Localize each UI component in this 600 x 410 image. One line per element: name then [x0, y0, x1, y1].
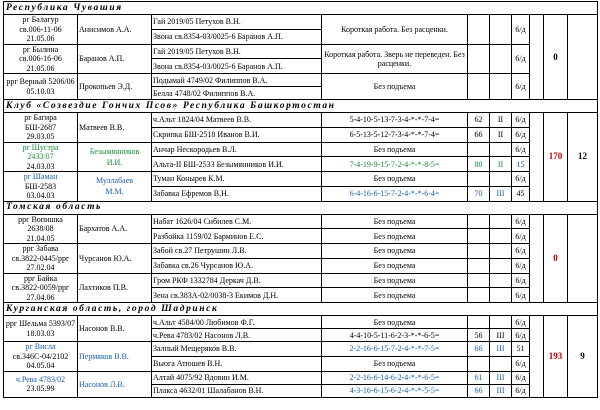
work-cell: 4-4-10-5-11-6-2-3-*-*-6-5=	[322, 329, 468, 342]
score-cell: 56	[468, 329, 490, 342]
dog-date: 24.03.03	[26, 161, 55, 171]
dog-name: рг Шаман	[23, 172, 58, 181]
dog-name: ррг Байка	[23, 273, 58, 283]
dog-cell	[4, 371, 78, 397]
title-cell: 6/д	[512, 142, 530, 157]
score-cell: 66	[468, 127, 490, 142]
blank-cell	[530, 15, 544, 100]
dog-cell	[4, 74, 78, 100]
score-cell	[468, 142, 490, 157]
dog-name: рг Балагур	[22, 15, 59, 24]
father-cell: Алтай 4075/92 Вдовин И.М.	[152, 371, 322, 384]
owner-cell: Матвеев В.В.	[78, 113, 152, 143]
mother-cell: Вьюга Атюшев В.Н.	[152, 356, 322, 371]
work-cell: Без подъема	[322, 229, 468, 244]
score-cell: 66	[468, 384, 490, 397]
table-row	[4, 142, 598, 157]
owner-cell	[78, 172, 152, 202]
score-cell	[468, 172, 490, 187]
title-cell: 6/д	[512, 244, 530, 259]
dog-date: 29.03.05	[26, 132, 55, 141]
dog-cell	[4, 342, 78, 372]
owner-cell: Баранов А.П.	[78, 44, 152, 74]
dog-name: ррг Верный 5206/06	[6, 77, 75, 86]
region-title: Томская область	[4, 201, 598, 214]
score-cell	[468, 316, 490, 329]
grade-cell	[490, 74, 512, 100]
score-cell: 70	[468, 186, 490, 201]
table-row	[4, 342, 598, 357]
score-cell	[468, 15, 490, 45]
mother-cell: ч.Рева 4783/02 Насонов Л.В.	[152, 329, 322, 342]
score-cell	[468, 258, 490, 273]
region-dog-count: 12	[568, 113, 598, 202]
blank-cell	[530, 214, 544, 303]
blank-cell	[530, 316, 544, 398]
owner-initials: И.И.	[106, 157, 123, 167]
work-cell: Без подъема	[322, 258, 468, 273]
father-cell: Подымай 4749/02 Филиппов В.А.	[152, 74, 322, 87]
work-cell: Без подъема	[322, 244, 468, 259]
work-cell: Без подъема	[322, 273, 468, 288]
father-cell: Забой св.27 Петрушин Л.В.	[152, 244, 322, 259]
grade-cell: II	[490, 113, 512, 128]
title-cell: 6/д	[512, 258, 530, 273]
title-cell: 6/д	[512, 316, 530, 329]
region-title: Республика Чувашия	[4, 2, 598, 15]
region-header	[4, 201, 598, 214]
score-cell	[468, 288, 490, 303]
dog-cell	[4, 244, 78, 274]
grade-cell	[490, 288, 512, 303]
owner-cell: Чурсанов Ю.А.	[78, 244, 152, 274]
title-cell: 6/д	[512, 127, 530, 142]
region-header	[4, 2, 598, 15]
dog-reg: св.006-16-06	[19, 54, 62, 63]
title-cell: 6/д	[512, 371, 530, 384]
title-cell: 6/д	[512, 273, 530, 288]
father-cell: Набат 1626/04 Сибилев С.М.	[152, 214, 322, 229]
title-cell: 6/д	[512, 356, 530, 371]
work-cell: 2-2-16-6-15-7-2-4-*-*-7-5=	[322, 342, 468, 357]
mother-cell: Плакса 4632/01 Шалабанов В.Н.	[152, 384, 322, 397]
grade-cell: III	[490, 329, 512, 342]
mother-cell: Скрипка БШ-2518 Иванов В.И.	[152, 127, 322, 142]
grade-cell: III	[490, 342, 512, 357]
score-cell	[468, 44, 490, 74]
dog-name: ррг Вопишка 2638/08	[18, 214, 63, 233]
grade-cell	[490, 356, 512, 371]
region-total: 0	[544, 214, 568, 303]
table-row	[4, 172, 598, 187]
dog-cell	[4, 316, 78, 342]
region-header	[4, 303, 598, 316]
dog-name: ч.Рева 4783/02	[15, 374, 66, 384]
dog-date: 21.05.06	[26, 63, 55, 73]
dog-reg: 2433/07	[27, 152, 54, 161]
title-cell: 6/д	[512, 113, 530, 128]
grade-cell	[490, 15, 512, 45]
grade-cell	[490, 258, 512, 273]
dog-reg: св.3822-0059/ррг	[11, 283, 70, 292]
title-cell: 45	[512, 186, 530, 201]
title-cell: 6/д	[512, 288, 530, 303]
father-cell: Анчар Нескородьев В.Л.	[152, 142, 322, 157]
grade-cell: III	[490, 186, 512, 201]
table-row	[4, 113, 598, 128]
mother-cell: Зена св.383А-02/0038-3 Екимов Д.Н.	[152, 288, 322, 303]
work-cell: 4-3-16-6-15-6-2-4-*-*-5-5=	[322, 384, 468, 397]
region-total: 193	[544, 316, 568, 398]
mother-cell: Звона св.8354-03/0025-6 Баранов А.П.	[152, 59, 322, 74]
title-cell: 6/д	[512, 44, 530, 74]
owner-name: Безымянников	[89, 146, 140, 156]
work-cell: Короткая работа. Без расценки.	[322, 15, 468, 45]
title-cell: 6/д	[512, 172, 530, 187]
work-cell: Без подъема	[322, 142, 468, 157]
grade-cell	[490, 142, 512, 157]
title-cell: 51	[512, 342, 530, 357]
owner-cell: Прокопьев Э.Д.	[78, 74, 152, 100]
dog-cell	[4, 113, 78, 143]
dog-date: 27.02.04	[26, 263, 55, 272]
mother-cell: Белла 4748/02 Филиппов В.А.	[152, 87, 322, 100]
results-table	[3, 1, 598, 398]
blank-cell	[568, 15, 598, 100]
dog-name: рг Былина	[22, 44, 59, 54]
mother-cell: Забавка Ефремов В.Н.	[152, 186, 322, 201]
work-cell: 5-4-10-5-13-7-3-4-*-*-7-4=	[322, 113, 468, 128]
score-cell	[468, 356, 490, 371]
title-cell: 6/д	[512, 329, 530, 342]
father-cell: ч.Альт 1824/04 Матвеев В.В.	[152, 113, 322, 128]
dog-reg: св.346С-04/2102	[12, 351, 69, 361]
grade-cell: III	[490, 371, 512, 384]
grade-cell	[490, 273, 512, 288]
table-row	[4, 44, 598, 59]
table-row	[4, 244, 598, 259]
work-cell: Без подъема	[322, 356, 468, 371]
mother-cell: Разбойка 1159/02 Барминов Е.С.	[152, 229, 322, 244]
owner-cell	[78, 142, 152, 172]
dog-name: рг Багира	[24, 113, 57, 122]
work-cell: Без подъема	[322, 288, 468, 303]
father-cell: ч.Альт 4584/00 Любимов Ф.Г.	[152, 316, 322, 329]
region-title: Курганская область, город Шадринск	[4, 303, 598, 316]
title-cell: 6/д	[512, 74, 530, 100]
dog-date: 23.05.99	[26, 384, 55, 393]
dog-cell	[4, 172, 78, 202]
grade-cell	[490, 244, 512, 259]
work-cell: 6-5-13-5-12-7-3-4-*-*-7-4=	[322, 127, 468, 142]
dog-date: 27.04.06	[26, 292, 55, 302]
dog-date: 18.03.03	[26, 328, 55, 338]
owner-cell: Лахтиков П.В.	[78, 273, 152, 303]
table-row	[4, 316, 598, 329]
dog-cell	[4, 142, 78, 172]
grade-cell: II	[490, 127, 512, 142]
mother-cell: Забавка св.26 Чурсанов Ю.А.	[152, 258, 322, 273]
work-cell: Без подъема	[322, 214, 468, 229]
region-header	[4, 100, 598, 113]
work-cell: 6-4-16-6-15-7-2-4-*-*-6-4=	[322, 186, 468, 201]
table-row	[4, 15, 598, 30]
dog-cell	[4, 44, 78, 74]
work-cell: Без подъема	[322, 74, 468, 100]
mother-cell: Звона св.8354-03/0025-6 Баранов А.П.	[152, 29, 322, 44]
region-total: 170	[544, 113, 568, 202]
table-row	[4, 74, 598, 87]
dog-reg: БШ-2687	[24, 122, 57, 132]
owner-cell: Пермяков В.В.	[78, 342, 152, 372]
owner-cell: Анисимов А.А.	[78, 15, 152, 45]
work-cell: 2-2-16-6-14-6-2-4-*-*-6-5=	[322, 371, 468, 384]
dog-date: 21.05.06	[26, 34, 55, 43]
score-cell	[468, 74, 490, 100]
father-cell: Гай 2019/05 Петухов В.Н.	[152, 44, 322, 59]
score-cell	[468, 244, 490, 259]
score-cell	[468, 273, 490, 288]
table-row	[4, 273, 598, 288]
title-cell: 6/д	[512, 214, 530, 229]
dog-date: 21.04.05	[26, 233, 55, 243]
region-total: 0	[544, 15, 568, 100]
table-row	[4, 214, 598, 229]
work-cell: Без подъема	[322, 316, 468, 329]
work-cell: 7-4-19-9-15-7-2-4-*-*-8-5=	[322, 157, 468, 172]
mother-cell: Альта-II БШ-2533 Безымянников И.И.	[152, 157, 322, 172]
owner-cell: Насонов Л.В.	[78, 371, 152, 397]
title-cell: 6/д	[512, 384, 530, 397]
owner-initials: М.М.	[105, 187, 124, 197]
dog-name: рг Шустра	[22, 142, 59, 152]
grade-cell	[490, 172, 512, 187]
grade-cell	[490, 229, 512, 244]
dog-reg: св.3822-0445/ррг	[11, 253, 70, 263]
owner-cell: Насонов В.В.	[78, 316, 152, 342]
dog-name: ррг Забава	[22, 244, 59, 253]
blank-cell	[530, 113, 544, 202]
owner-cell: Бархатов А.А.	[78, 214, 152, 244]
grade-cell	[490, 316, 512, 329]
dog-cell	[4, 214, 78, 244]
father-cell: Залпый Мещеряков В.В.	[152, 342, 322, 357]
table-row	[4, 371, 598, 384]
blank-cell	[568, 214, 598, 303]
region-dog-count: 9	[568, 316, 598, 398]
father-cell: Гай 2019/05 Петухов В.Н.	[152, 15, 322, 30]
score-cell	[468, 214, 490, 229]
score-cell: 80	[468, 157, 490, 172]
region-title: Клуб «Созвездие Гончих Псов» Республика Башкортостан	[4, 100, 598, 113]
score-cell: 61	[468, 371, 490, 384]
dog-name: ррг Шельма 5393/07	[5, 319, 76, 328]
score-cell	[468, 229, 490, 244]
title-cell: 6/д	[512, 229, 530, 244]
dog-cell	[4, 273, 78, 303]
grade-cell: II	[490, 157, 512, 172]
dog-date: 03.04.03	[26, 191, 55, 200]
grade-cell	[490, 44, 512, 74]
grade-cell: III	[490, 384, 512, 397]
work-cell: Без подъема	[322, 172, 468, 187]
dog-date: 04.05.04	[26, 361, 55, 370]
dog-name: рг Висла	[25, 342, 56, 351]
father-cell: Гром РКФ 1332784 Деркач Д.В.	[152, 273, 322, 288]
title-cell: 15	[512, 157, 530, 172]
dog-reg: св.006-11-06	[19, 24, 62, 34]
score-cell: 62	[468, 113, 490, 128]
dog-date: 05.10.03	[26, 86, 55, 96]
score-cell: 66	[468, 342, 490, 357]
dog-reg: БШ-2583	[24, 181, 57, 191]
title-cell: 6/д	[512, 15, 530, 45]
father-cell: Туман Конырев К.М.	[152, 172, 322, 187]
work-cell: Короткая работа. Зверь не переведен. Без расценки.	[322, 44, 468, 74]
owner-name: Муллабаев	[95, 176, 134, 186]
dog-cell	[4, 15, 78, 45]
grade-cell	[490, 214, 512, 229]
